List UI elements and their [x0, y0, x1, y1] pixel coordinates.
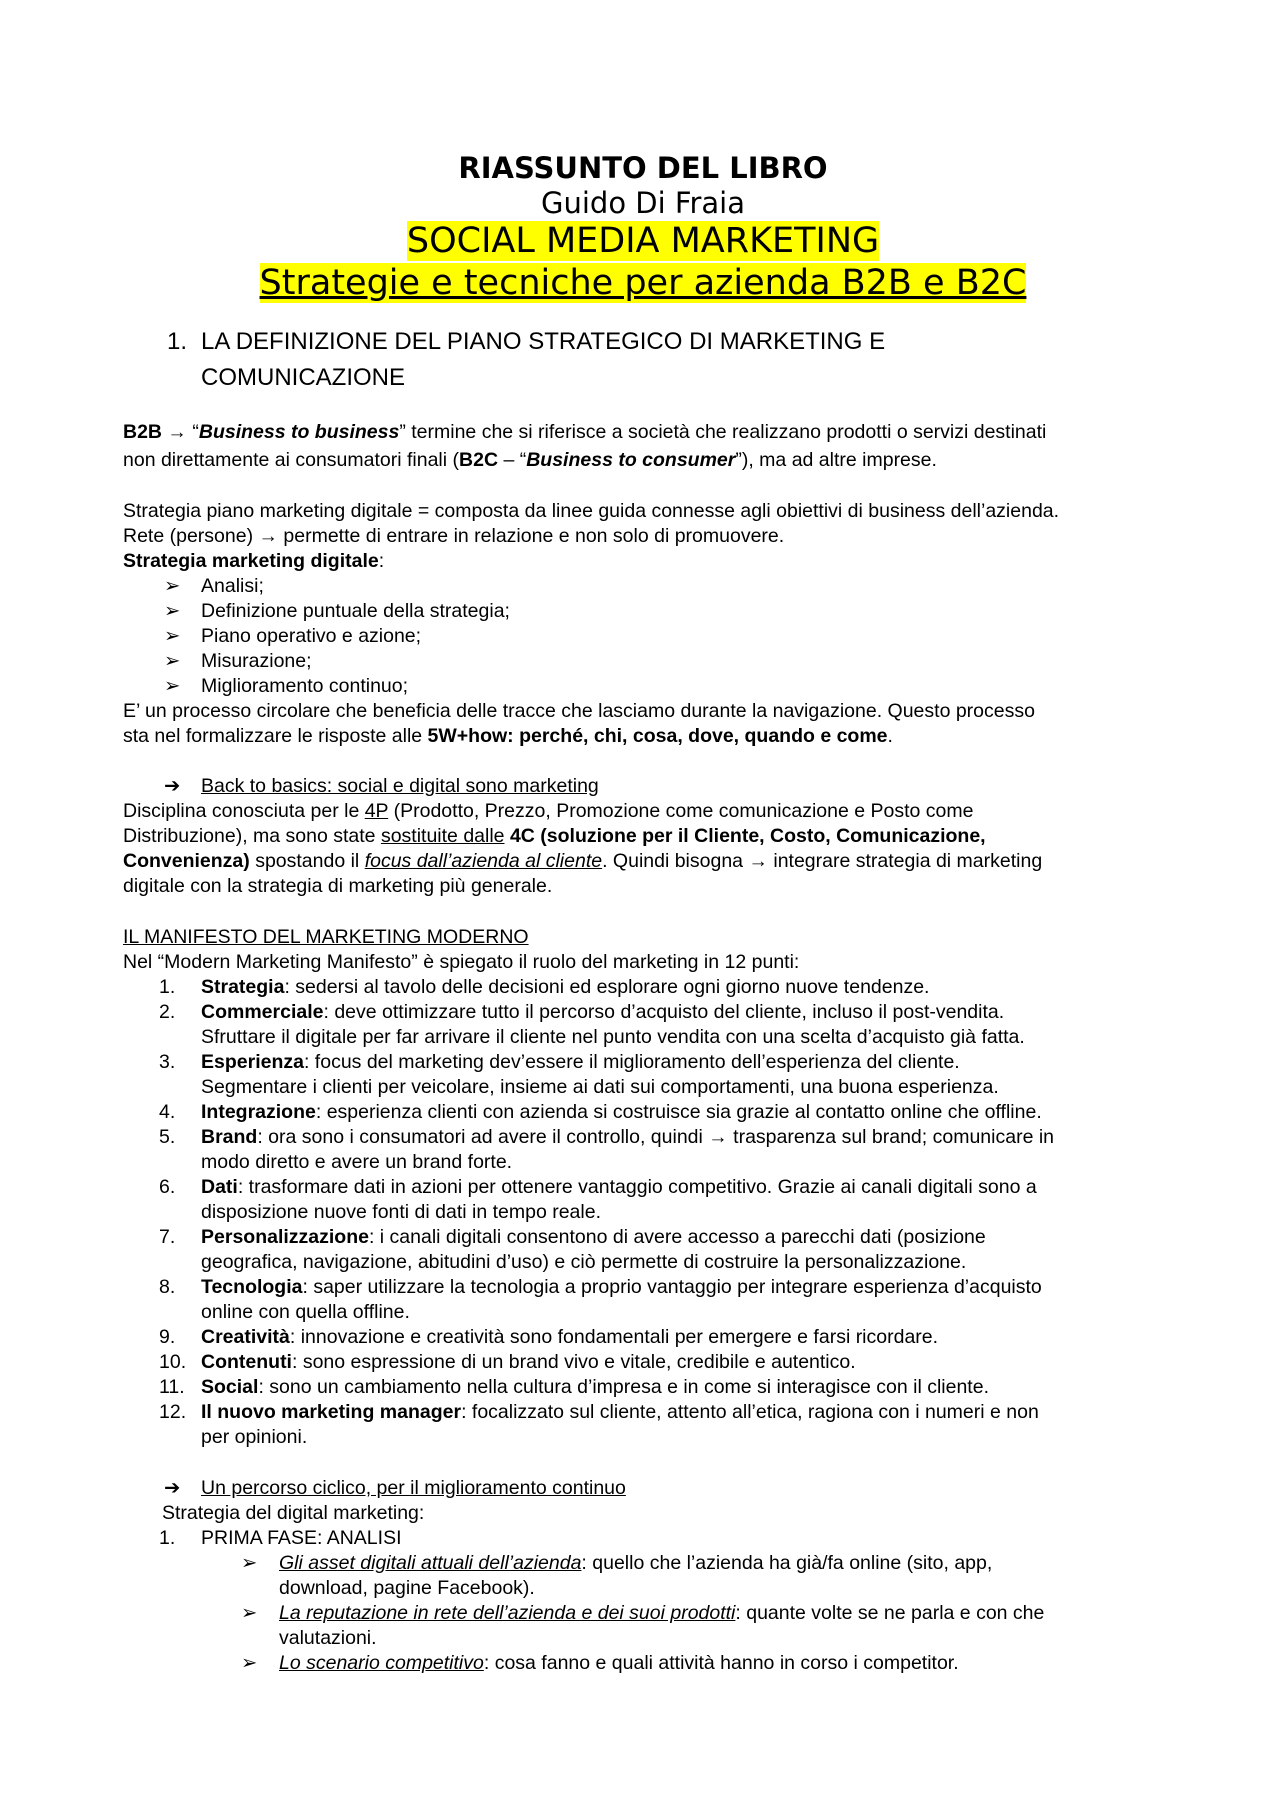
arrowhead-bullet-icon: ➢: [164, 675, 181, 697]
basics-line1: Disciplina conosciuta per le 4P (Prodotto, Prezzo, Promozione come comunicazione e Posto come: [123, 800, 974, 822]
arrow-icon: →: [162, 421, 193, 443]
arrowhead-bullet-icon: ➢: [164, 575, 181, 597]
list-item: ➢ Piano operativo e azione;: [164, 625, 422, 647]
b2c-term: Business to consumer: [526, 449, 736, 471]
list-item: 7. Personalizzazione: i canali digitali consentono di avere accesso a parecchi dati (posizione geografica, navigazione, abitudini d’uso) e ciò permette di costruire la personalizzazione.: [159, 1226, 986, 1273]
network-line: Rete (persone) → permette di entrare in relazione e non solo di promuovere.: [123, 525, 785, 547]
section-heading-1: [123, 324, 1163, 396]
basics-line2: Distribuzione), ma sono state sostituite dalle 4C (soluzione per il Cliente, Costo, Comunicazione,: [123, 825, 986, 847]
strategy-heading: Strategia marketing digitale:: [123, 550, 385, 572]
bold-arrow-icon: ➔: [164, 775, 181, 797]
manifesto-title: IL MANIFESTO DEL MARKETING MODERNO: [123, 926, 529, 948]
list-item: ➢ Miglioramento continuo;: [164, 675, 409, 697]
list-item: 10. Contenuti: sono espressione di un brand vivo e vitale, credibile e autentico.: [159, 1351, 856, 1373]
list-item: ➢ Analisi;: [164, 575, 264, 597]
list-item: 9. Creatività: innovazione e creatività sono fondamentali per emergere e farsi ricordare.: [159, 1326, 939, 1348]
list-item: ➢ Lo scenario competitivo: cosa fanno e quali attività hanno in corso i competitor.: [241, 1652, 959, 1674]
bold-arrow-icon: ➔: [164, 1477, 181, 1499]
title-book: SOCIAL MEDIA MARKETING: [406, 221, 880, 261]
b2c-label: B2C: [459, 449, 499, 471]
title-subtitle: Strategie e tecniche per azienda B2B e B2C: [259, 263, 1027, 303]
arrowhead-bullet-icon: ➢: [241, 1552, 258, 1574]
arrowhead-bullet-icon: ➢: [241, 1652, 258, 1674]
list-item: 1. PRIMA FASE: ANALISI: [159, 1527, 402, 1549]
section-heading-line1: LA DEFINIZIONE DEL PIANO STRATEGICO DI MARKETING E: [201, 328, 886, 355]
basics-heading: ➔ Back to basics: social e digital sono marketing: [164, 775, 599, 797]
process-line2: sta nel formalizzare le risposte alle 5W+how: perché, chi, cosa, dove, quando e come.: [123, 725, 893, 747]
strategy-list: [123, 574, 1163, 699]
section-number: 1.: [167, 328, 188, 355]
cycle-intro: Strategia del digital marketing:: [162, 1502, 425, 1524]
list-item: ➢ La reputazione in rete dell’azienda e dei suoi prodotti: quante volte se ne parla e con che valutazioni.: [241, 1602, 1045, 1649]
list-item: 11. Social: sono un cambiamento nella cultura d’impresa e in come si interagisce con il cliente.: [159, 1376, 989, 1398]
list-item: ➢ Misurazione;: [164, 650, 312, 672]
section-heading-line2: COMUNICAZIONE: [201, 364, 405, 391]
arrowhead-bullet-icon: ➢: [241, 1602, 258, 1624]
list-item: 2. Commerciale: deve ottimizzare tutto il percorso d’acquisto del cliente, incluso il post-vendita. Sfruttare il digitale per far arrivare il cliente nel punto vendita con una scelta d’acquisto già fatta.: [159, 1001, 1025, 1048]
list-item: ➢ Definizione puntuale della strategia;: [164, 600, 510, 622]
arrow-icon: →: [258, 525, 278, 547]
phase-list: [123, 1526, 1163, 1551]
manifesto-intro: Nel “Modern Marketing Manifesto” è spiegato il ruolo del marketing in 12 punti:: [123, 951, 800, 973]
list-item: 6. Dati: trasformare dati in azioni per ottenere vantaggio competitivo. Grazie ai canali digitali sono a disposizione nuove fonti di dati in tempo reale.: [159, 1176, 1037, 1223]
list-item: ➢ Gli asset digitali attuali dell’azienda: quello che l’azienda ha già/fa online (sito, app, download, pagine Facebook).: [241, 1552, 993, 1599]
title-author: Guido Di Fraia: [541, 186, 745, 220]
b2b-term: Business to business: [198, 421, 400, 443]
process-line1: E’ un processo circolare che beneficia delle tracce che lasciamo durante la navigazione. Questo processo: [123, 700, 1035, 722]
list-item: 1. Strategia: sedersi al tavolo delle decisioni ed esplorare ogni giorno nuove tendenze.: [159, 976, 930, 998]
manifesto-list: [123, 975, 1163, 1450]
title-block: [123, 150, 1163, 304]
list-item: 5. Brand: ora sono i consumatori ad avere il controllo, quindi → trasparenza sul brand; comunicare in modo diretto e avere un brand forte.: [159, 1126, 1055, 1173]
list-item: 4. Integrazione: esperienza clienti con azienda si costruisce sia grazie al contatto online che offline.: [159, 1101, 1042, 1123]
arrowhead-bullet-icon: ➢: [164, 650, 181, 672]
cycle-heading: ➔ Un percorso ciclico, per il miglioramento continuo: [164, 1477, 626, 1499]
strategy-definition: Strategia piano marketing digitale = composta da linee guida connesse agli obiettivi di business dell’azienda.: [123, 500, 1060, 522]
list-item: 8. Tecnologia: saper utilizzare la tecnologia a proprio vantaggio per integrare esperienza d’acquisto online con quella offline.: [159, 1276, 1042, 1323]
arrow-icon: →: [748, 850, 768, 872]
document-content: [123, 150, 1163, 1676]
basics-line4: digitale con la strategia di marketing più generale.: [123, 875, 553, 897]
analysis-list: [123, 1551, 1163, 1676]
arrowhead-bullet-icon: ➢: [164, 625, 181, 647]
basics-line3: Convenienza) spostando il focus dall’azienda al cliente. Quindi bisogna → integrare strategia di marketing: [123, 850, 1043, 872]
arrowhead-bullet-icon: ➢: [164, 600, 181, 622]
title-main: RIASSUNTO DEL LIBRO: [458, 151, 828, 185]
b2b-label: B2B: [123, 421, 163, 443]
b2b-paragraph: B2B → “Business to business” termine che si riferisce a società che realizzano prodotti o servizi destinati non direttamente ai consumatori finali (B2C – “Business to consumer”), ma ad altre imprese.: [123, 421, 1047, 471]
list-item: 3. Esperienza: focus del marketing dev’essere il miglioramento dell’esperienza del cliente. Segmentare i clienti per veicolare, insieme ai dati sui comportamenti, una buona esperienza.: [159, 1051, 999, 1098]
list-item: 12. Il nuovo marketing manager: focalizzato sul cliente, attento all’etica, ragiona con i numeri e non per opinioni.: [159, 1401, 1039, 1448]
